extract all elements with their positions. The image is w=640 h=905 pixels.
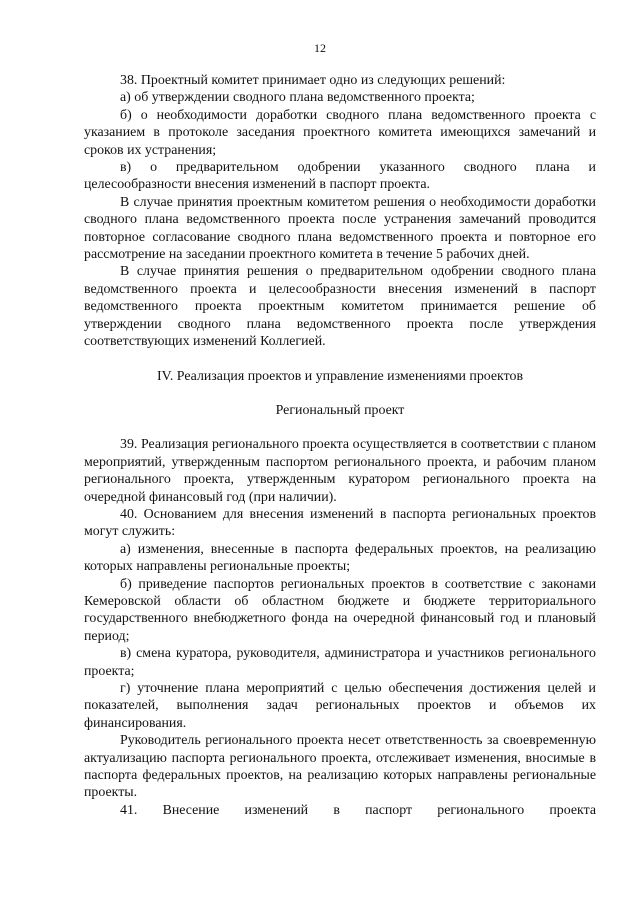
paragraph: 40. Основанием для внесения изменений в паспорта региональных проектов могут служить: (84, 506, 596, 540)
paragraph: В случае принятия проектным комитетом решения о необходимости доработки сводного плана ведомственного проекта после устранения замечаний проводится повторное согласование сводного плана ведомственного проекта и повторное его рассмотрение на заседании проектного комитета в течение 5 рабочих дней. (84, 194, 596, 263)
paragraph: б) о необходимости доработки сводного плана ведомственного проекта с указанием в протоколе заседания проектного комитета имеющихся замечаний и сроков их устранения; (84, 107, 596, 158)
paragraph: В случае принятия решения о предварительном одобрении сводного плана ведомственного проекта и целесообразности внесения изменений в паспорт ведомственного проекта проектным комитетом принимается решение об утверждении сводного плана ведомственного проекта после утверждения соответствующих изменений Коллегией. (84, 264, 596, 350)
paragraph: в) о предварительном одобрении указанного сводного плана и целесообразности внесения изменений в паспорт проекта. (84, 160, 596, 193)
subsection-heading: Региональный проект (275, 402, 405, 418)
section-heading: IV. Реализация проектов и управление изменениями проектов (156, 368, 524, 384)
page-number: 12 (314, 41, 326, 55)
paragraph: в) смена куратора, руководителя, администратора и участников регионального проекта; (84, 646, 596, 679)
paragraph: б) приведение паспортов региональных проектов в соответствие с законами Кемеровской области об областном бюджете и бюджете территориального государственного внебюджетного фонда на очередной финансовый год и плановый период; (84, 576, 596, 644)
paragraph: 41. Внесение изменений в паспорт регионального проекта (120, 802, 596, 818)
document-body (84, 72, 596, 819)
paragraph: 39. Реализация регионального проекта осуществляется в соответствии с планом мероприятий, утвержденным паспортом регионального проекта, и рабочим планом регионального проекта, утвержденным куратором регионального проекта на очередной финансовый год (при наличии). (84, 437, 596, 505)
paragraph: г) уточнение плана мероприятий с целью обеспечения достижения целей и показателей, выполнения задач региональных проектов и объемов их финансирования. (84, 681, 596, 731)
paragraph: а) изменения, внесенные в паспорта федеральных проектов, на реализацию которых направлены региональные проекты; (84, 541, 596, 575)
paragraph: 38. Проектный комитет принимает одно из следующих решений: (120, 73, 506, 88)
paragraph: а) об утверждении сводного плана ведомственного проекта; (120, 90, 475, 106)
paragraph: Руководитель регионального проекта несет ответственность за своевременную актуализацию паспорта регионального проекта, отслеживает изменения, вносимые в паспорта федеральных проектов, на реализацию которых направлены региональные проекты. (84, 733, 596, 801)
